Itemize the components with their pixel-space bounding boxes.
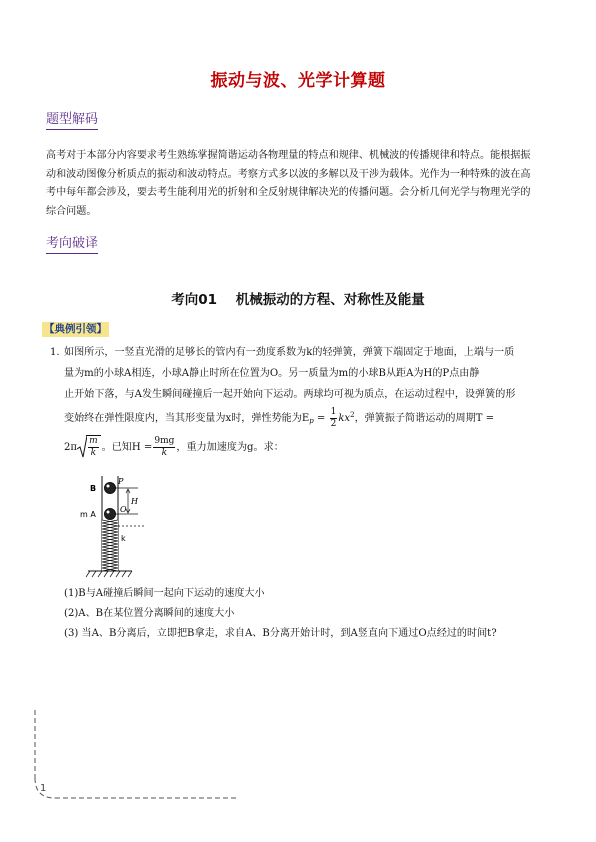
page-corner-decoration: [30, 708, 240, 803]
intro-line: 动和波动图像分析质点的振动和波动特点。考察方式多以波的多解以及干涉为载体。光作为一种特殊的波在高: [46, 168, 531, 180]
fraction-h: [153, 436, 175, 459]
numerator: 9mg: [154, 435, 175, 446]
denominator: k: [90, 448, 97, 458]
question-line: 如图所示，一竖直光滑的足够长的管内有一劲度系数为k的轻弹簧，弹簧下端固定于地面，上端与一质: [64, 347, 515, 358]
superscript: 2: [350, 411, 355, 419]
ball-b: [105, 483, 116, 494]
intro-line: 考中每年都会涉及，要去考生能利用光的折射和全反射规律解决光的传播问题。会分析几何光学与物理光学的: [46, 187, 531, 198]
question-text: [64, 342, 554, 459]
sqrt-expression: [77, 435, 102, 459]
question-line-energy: [64, 405, 554, 432]
text-segment: kx: [338, 413, 351, 424]
label-h: H: [131, 497, 138, 506]
document-title: 振动与波、光学计算题: [210, 71, 386, 91]
ball-a: [105, 509, 116, 520]
spring-coil: [102, 520, 118, 571]
text-segment: =: [313, 413, 329, 424]
text-segment: 2π: [64, 442, 78, 453]
label-m-a: m A: [80, 510, 96, 519]
spring-tube-figure: [78, 474, 158, 582]
topic-subheading: 考向01 机械振动的方程、对称性及能量: [171, 292, 425, 308]
intro-line: 综合问题。: [46, 205, 97, 217]
question-line-period: [64, 435, 554, 459]
sub-question-2: (2)A、B在某位置分离瞬间的速度大小: [64, 608, 235, 619]
subscript: p: [309, 417, 314, 425]
fraction-half: [330, 407, 338, 430]
denominator: k: [161, 447, 168, 458]
label-o: O: [120, 505, 127, 514]
question-line: 止开始下落，与A发生瞬间碰撞后一起开始向下运动。两球均可视为质点，在运动过程中，设弹簧的形: [64, 389, 516, 400]
label-b: B: [90, 484, 97, 493]
section-heading-analysis: 考向破译: [46, 236, 98, 254]
text-segment: ，重力加速度为g。求：: [176, 442, 284, 453]
numerator: m: [89, 436, 98, 446]
question-line: 量为m的小球A相连，小球A静止时所在位置为O。另一质量为m的小球B从距A为H的P点由静: [64, 368, 480, 379]
numerator: 1: [330, 406, 337, 417]
sub-question-1: (1)B与A碰撞后瞬间一起向下运动的速度大小: [64, 588, 265, 599]
example-tag: 【典例引领】: [44, 323, 107, 335]
intro-line: 高考对于本部分内容要求考生熟练掌握简谐运动各物理量的特点和规律、机械波的传播规律和特点。能根据振: [46, 150, 531, 161]
text-segment: ，弹簧振子简谐运动的周期T =: [354, 413, 495, 424]
denominator: 2: [330, 418, 337, 429]
sqrt-fraction: [86, 435, 101, 459]
page-number: 1: [40, 783, 47, 794]
sub-question-3: (3) 当A、B分离后，立即把B拿走，求自A、B分离开始计时，到A竖直向下通过O点经过的时间t?: [64, 628, 497, 639]
text-segment: 。已知H =: [101, 442, 153, 453]
question-number: 1.: [50, 347, 60, 358]
text-segment: 变始终在弹性限度内，当其形变量为x时，弹性势能为E: [64, 413, 310, 424]
label-k: k: [121, 534, 126, 543]
section-heading-question-type: 题型解码: [46, 112, 98, 130]
intro-paragraph: [46, 147, 554, 221]
ground-hatching: [86, 571, 132, 577]
label-p: P: [118, 477, 124, 486]
